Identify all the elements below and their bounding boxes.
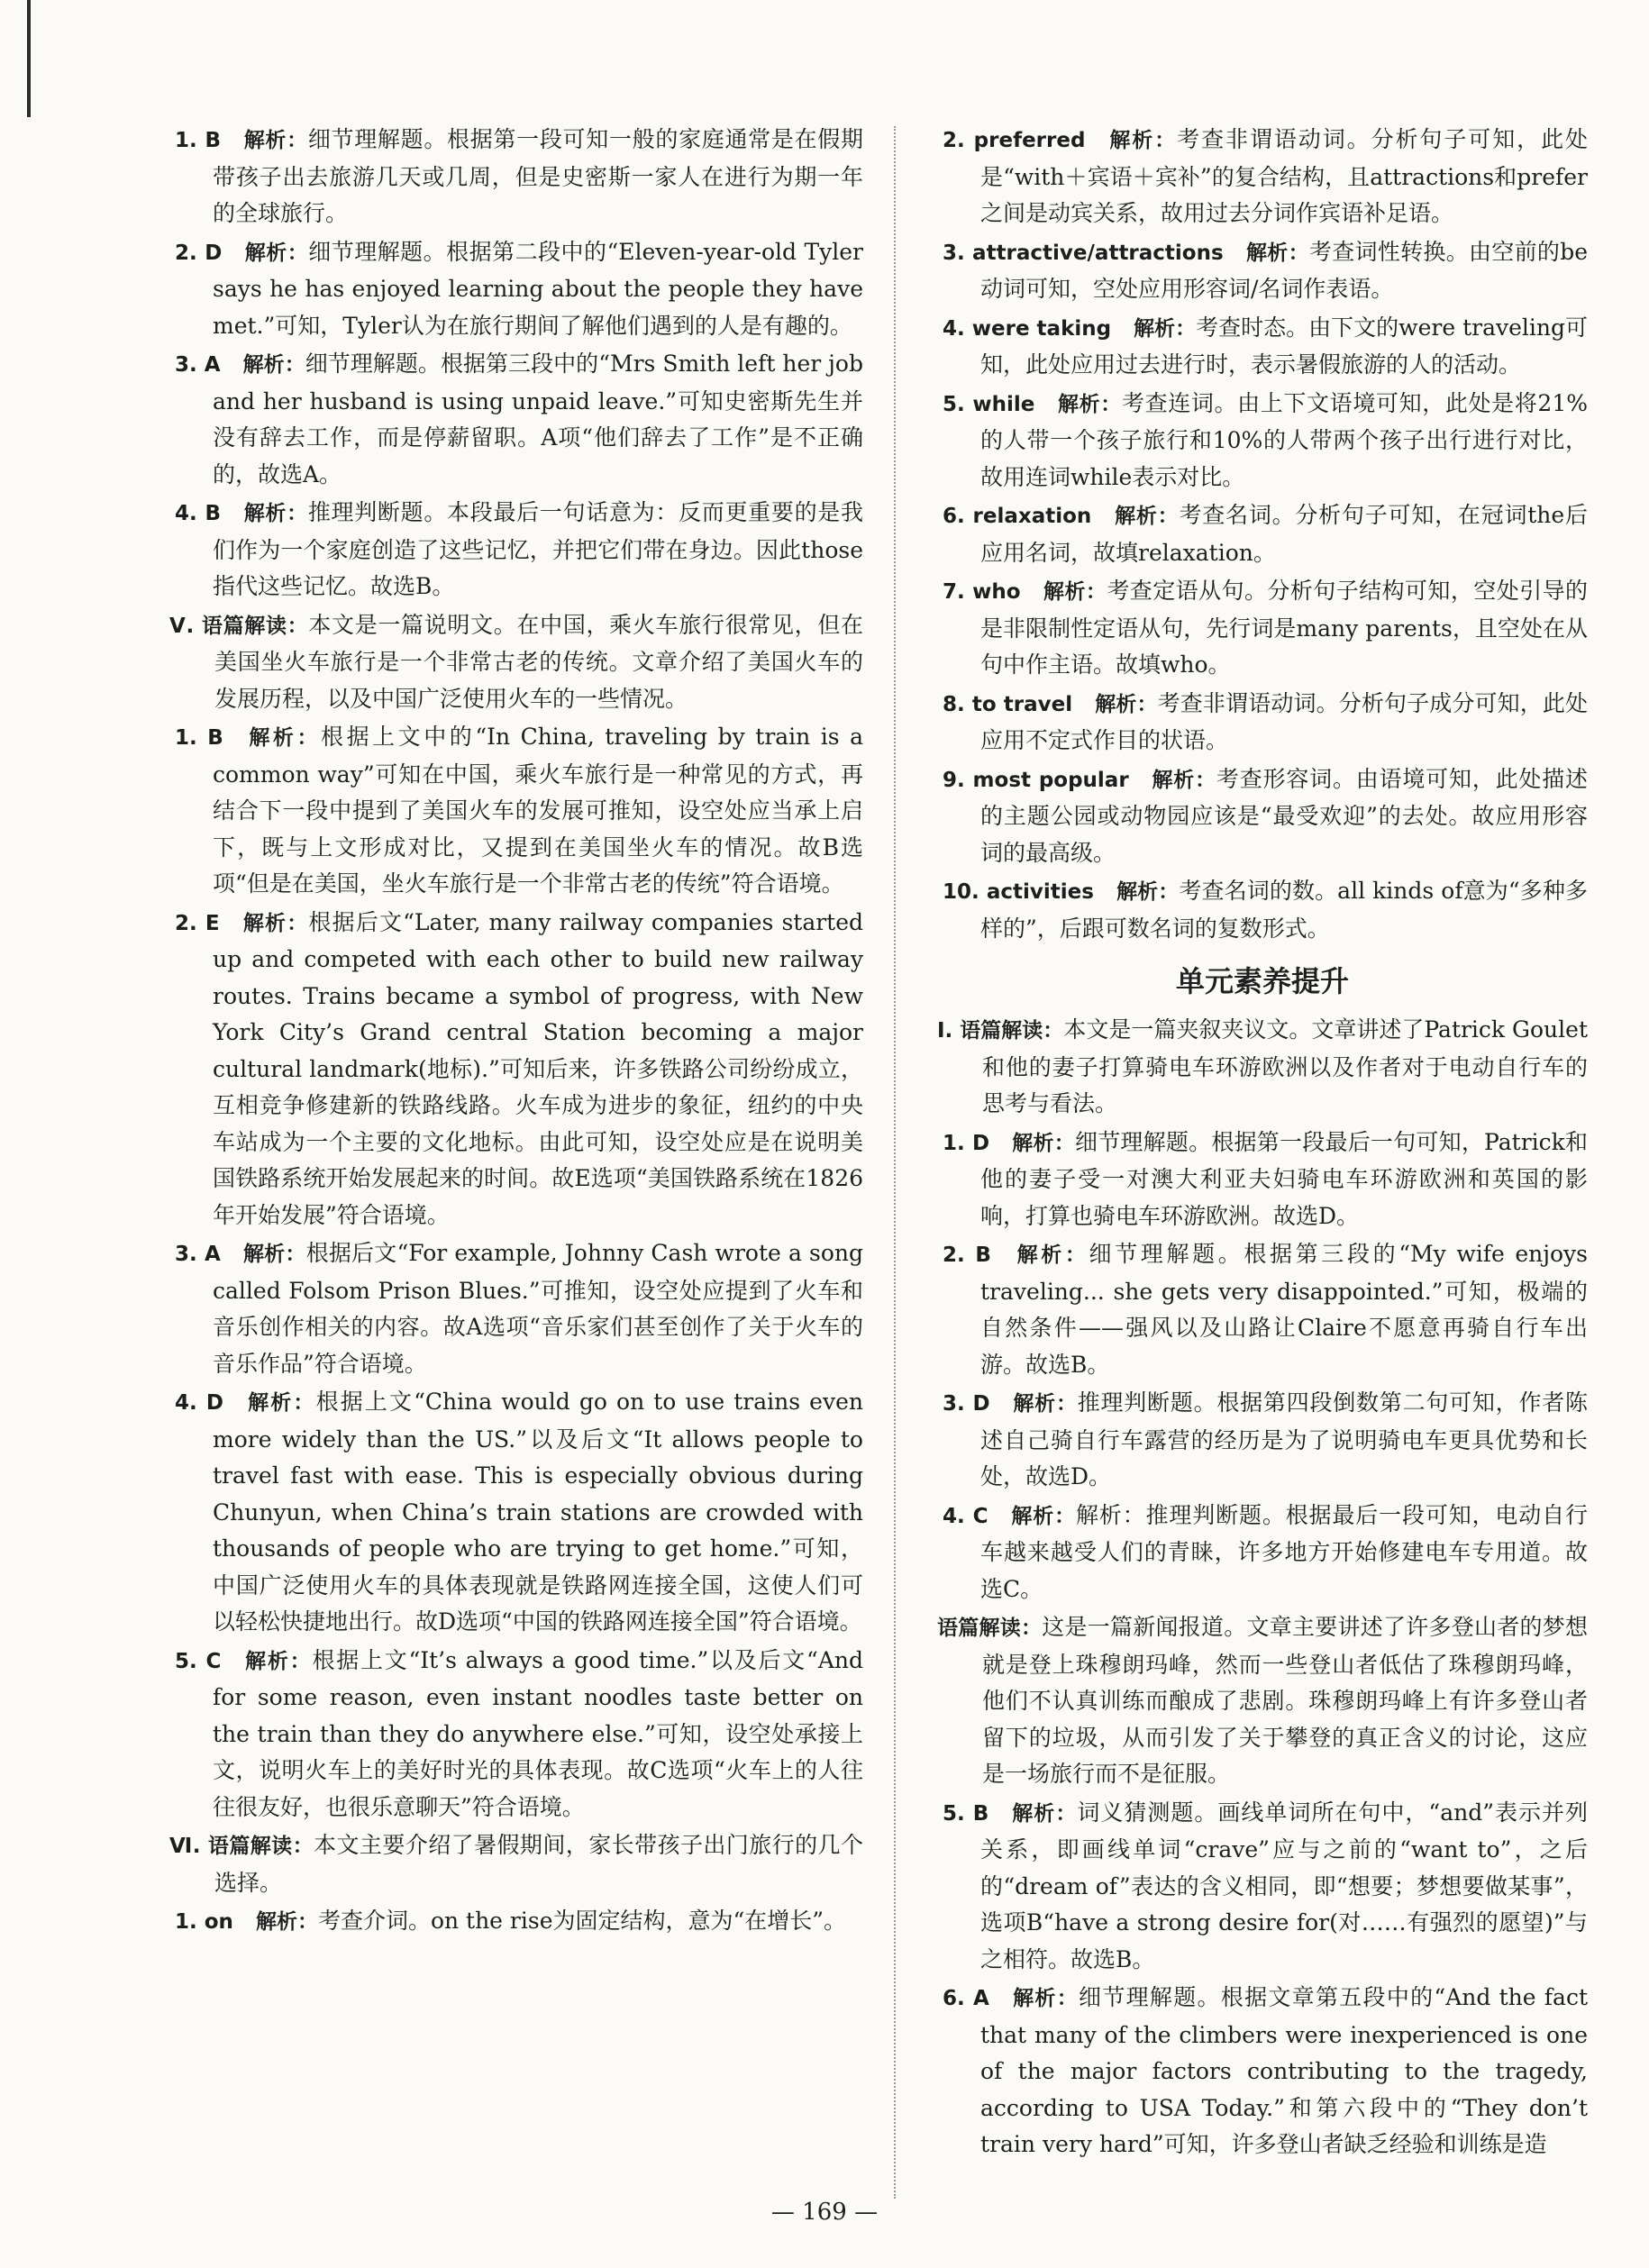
answer-item xyxy=(937,497,1588,571)
answer-item xyxy=(937,1980,1588,2163)
explanation-text: 本文是一篇说明文。在中国，乘火车旅行很常见，但在美国坐火车旅行是一个非常古老的传统。文章介绍了美国火车的发展历程，以及中国广泛使用火车的一些情况。 xyxy=(214,611,863,712)
analysis-label: 解析： xyxy=(1107,129,1178,152)
column-divider xyxy=(894,126,896,2199)
answer-key: 7. who xyxy=(943,580,1021,604)
analysis-label: 解析： xyxy=(242,353,305,377)
analysis-label: 解析： xyxy=(1012,1392,1078,1416)
explanation-text: 根据上文“It’s always a good time.”以及后文“And for some reason, even instant noodles taste better on the train than they do anywhere else.”可知，设空处承接上文，说明火车上的美好时光的具体表现。故C选项“火车上的人往往很友好，也很乐意聊天”符合语境。 xyxy=(213,1646,863,1820)
answer-key: 3. A xyxy=(175,1243,221,1266)
analysis-label: 解析： xyxy=(1011,1987,1080,2010)
passage-summary xyxy=(937,1012,1588,1123)
answer-item xyxy=(937,873,1588,947)
answer-key: 10. activities xyxy=(943,880,1094,904)
answer-item xyxy=(169,1643,863,1826)
explanation-text: 词义猜测题。画线单词所在句中，“and”表示并列关系，即画线单词“crave”应与之前的“want to”，之后的“dream of”表达的含义相同，即“想要；梦想要做某事”，选项B“have a strong desire for(对……有强烈的愿望)”与之相符。故选B。 xyxy=(980,1799,1589,1972)
explanation-text: 细节理解题。根据第三段的“My wife enjoys traveling... she gets very disappointed.”可知，极端的自然条件——强风以及山路让Claire不愿意再骑自行车出游。故选B。 xyxy=(980,1241,1589,1378)
explanation-text: 考查介词。on the rise为固定结构，意为“在增长”。 xyxy=(317,1908,847,1934)
explanation-text: 细节理解题。根据文章第五段中的“And the fact that many of the climbers were inexperienced is one of the major factors contributing to the tragedy, according to USA Today.”和第六段中的“They don’t train very hard”可知，许多登山者缺乏经验和训练是造 xyxy=(980,1984,1589,2157)
answer-item xyxy=(937,310,1588,384)
explanation-text: 考查词性转换。由空前的be动词可知，空处应用形容词/名词作表语。 xyxy=(980,238,1588,302)
answer-item xyxy=(169,1384,863,1641)
answer-key: 4. B xyxy=(175,502,221,525)
analysis-label: 解析： xyxy=(1043,580,1107,604)
answer-item xyxy=(169,1903,863,1941)
analysis-label: 解析： xyxy=(1013,1243,1089,1267)
answer-key: 3. attractive/attractions xyxy=(943,241,1224,265)
answer-key: 5. while xyxy=(943,392,1035,416)
answer-key: 4. C xyxy=(943,1504,988,1528)
explanation-text: 推理判断题。本段最后一句话意为：反而更重要的是我们作为一个家庭创造了这些记忆，并把它们带在身边。因此those指代这些记忆。故选B。 xyxy=(213,499,863,599)
analysis-label: 解析： xyxy=(242,129,308,152)
answer-key: 5. C xyxy=(175,1649,222,1673)
answer-item xyxy=(169,719,863,903)
page-number: — 169 — xyxy=(770,2199,879,2226)
analysis-label: 解析： xyxy=(1114,505,1180,528)
answer-item xyxy=(937,122,1588,232)
answer-key: 4. were taking xyxy=(943,316,1112,341)
answer-key: 2. E xyxy=(175,911,220,935)
answer-key: 1. on xyxy=(175,1910,233,1934)
answer-item xyxy=(169,495,863,606)
answer-item xyxy=(169,122,863,232)
explanation-text: 考查定语从句。分析句子结构可知，空处引导的是非限制性定语从句，先行词是many parents，且空处在从句中作主语。故填who。 xyxy=(980,578,1588,678)
analysis-label: 解析： xyxy=(1095,692,1158,716)
answer-item xyxy=(937,761,1588,872)
margin-bar xyxy=(27,0,31,117)
analysis-label: 解析： xyxy=(241,911,309,935)
answer-key: 2. preferred xyxy=(943,129,1086,152)
answer-key: 1. B xyxy=(175,129,221,152)
analysis-label: 解析： xyxy=(245,1391,316,1415)
answer-key: 2. B xyxy=(943,1243,991,1267)
analysis-label: 解析： xyxy=(1012,1131,1075,1155)
answer-item xyxy=(937,1385,1588,1496)
analysis-label: 解析： xyxy=(1151,768,1216,792)
explanation-text: 细节理解题。根据第二段中的“Eleven-year-old Tyler says he has enjoyed learning about the people they have met.”可知，Tyler认为在旅行期间了解他们遇到的人是有趣的。 xyxy=(213,238,864,339)
explanation-text: 细节理解题。根据第一段可知一般的家庭通常是在假期带孩子出去旅游几天或几周，但是史密斯一家人在进行为期一年的全球旅行。 xyxy=(213,126,863,226)
explanation-text: 推理判断题。根据第四段倒数第二句可知，作者陈述自己骑自行车露营的经历是为了说明骑电车更具优势和长处，故选D。 xyxy=(980,1389,1589,1489)
answer-item xyxy=(937,1795,1588,1979)
answer-item xyxy=(169,1235,863,1382)
answer-item xyxy=(937,686,1588,760)
answer-key: Ⅰ. 语篇解读： xyxy=(937,1019,1064,1043)
explanation-text: 根据后文“For example, Johnny Cash wrote a song called Folsom Prison Blues.”可推知，设空处应提到了火车和音乐创作相关的内容。故A选项“音乐家们甚至创作了关于火车的音乐作品”符合语境。 xyxy=(213,1240,863,1377)
answer-key: 3. A xyxy=(175,353,221,377)
analysis-label: 解析： xyxy=(1245,241,1309,265)
explanation-text: 细节理解题。根据第三段中的“Mrs Smith left her job and her husband is using unpaid leave.”可知史密斯先生并没有辞去工作，而是停薪留职。A项“他们辞去了工作”是不正确的，故选A。 xyxy=(213,351,863,487)
explanation-text: 本文主要介绍了暑假期间，家长带孩子出门旅行的几个选择。 xyxy=(214,1832,863,1896)
explanation-text: 细节理解题。根据第一段最后一句可知，Patrick和他的妻子受一对澳大利亚夫妇骑电车环游欧洲和英国的影响，打算也骑电车环游欧洲。故选D。 xyxy=(980,1128,1589,1229)
explanation-text: 解析：推理判断题。根据最后一段可知，电动自行车越来越受人们的青睐，许多地方开始修建电车专用道。故选C。 xyxy=(980,1501,1588,1602)
analysis-label: 解析： xyxy=(244,241,309,265)
analysis-label: 解析： xyxy=(1134,316,1197,341)
analysis-label: 解析： xyxy=(243,1649,313,1673)
explanation-text: 根据后文“Later, many railway companies started up and competed with each other to build new railway routes. Trains became a symbol of progress, with New York City’s Grand central Station becoming a major cultural landmark(地标).”可知后来，许多铁路公司纷纷成立，互相竞争修建新的铁路线路。火车成为进步的象征，纽约的中央车站成为一个主要的文化地标。由此可知，设空处应是在说明美国铁路系统开始发展起来的时间。故E选项“美国铁路系统在1826年开始发展”符合语境。 xyxy=(213,908,864,1228)
explanation-text: 考查时态。由下文的were traveling可知，此处应用过去进行时，表示暑假旅游的人的活动。 xyxy=(980,314,1588,378)
explanation-text: 考查名词的数。all kinds of意为“多种多样的”，后跟可数名词的复数形式。 xyxy=(980,878,1589,942)
left-column xyxy=(169,122,863,1943)
analysis-label: 解析： xyxy=(1116,880,1180,904)
answer-key: 4. D xyxy=(175,1391,223,1415)
answer-key: Ⅴ. 语篇解读： xyxy=(169,614,309,638)
answer-key: Ⅵ. 语篇解读： xyxy=(169,1835,314,1858)
explanation-text: 考查非谓语动词。分析句子可知，此处是“with＋宾语＋宾补”的复合结构，且attractions和prefer之间是动宾关系，故用过去分词作宾语补足语。 xyxy=(980,126,1588,226)
answer-key: 9. most popular xyxy=(943,768,1129,792)
explanation-text: 考查名词。分析句子可知，在冠词the后应用名词，故填relaxation。 xyxy=(980,502,1588,566)
explanation-text: 考查形容词。由语境可知，此处描述的主题公园或动物园应该是“最受欢迎”的去处。故应用形容词的最高级。 xyxy=(980,765,1588,866)
answer-item xyxy=(937,1125,1588,1235)
section-heading: 单元素养提升 xyxy=(1175,964,1349,998)
answer-key: 8. to travel xyxy=(943,692,1073,716)
analysis-label: 解析： xyxy=(1010,1504,1076,1528)
answer-item xyxy=(937,573,1588,684)
answer-item xyxy=(169,905,863,1234)
analysis-label: 解析： xyxy=(245,726,322,750)
explanation-text: 根据上文中的“In China, traveling by train is a common way”可知在中国，乘火车旅行是一种常见的方式，再结合下一段中提到了美国火车的发展可推知，设空处应当承上启下，既与上文形成对比，又提到在美国坐火车的情况。故B选项“但是在美国，坐火车旅行是一个非常古老的传统”符合语境。 xyxy=(213,724,864,897)
answer-key: 6. A xyxy=(943,1987,989,2010)
answer-item xyxy=(169,234,863,345)
explanation-text: 根据上文“China would go on to use trains even more widely than the US.”以及后文“It allows people to travel fast with ease. This is especially obvious during Chunyun, when China’s train stations are crowded with thousands of people who are trying to get home.”可知，中国广泛使用火车的具体表现就是铁路网连接全国，这使人们可以轻松快捷地出行。故D选项“中国的铁路网连接全国”符合语境。 xyxy=(213,1389,863,1635)
answer-key: 2. D xyxy=(175,241,223,265)
answer-item xyxy=(937,1236,1588,1383)
answer-key: 1. B xyxy=(175,726,223,750)
passage-summary xyxy=(169,607,863,718)
passage-summary xyxy=(937,1609,1588,1793)
answer-item xyxy=(937,1498,1588,1608)
explanation-text: 本文是一篇夹叙夹议文。文章讲述了Patrick Goulet和他的妻子打算骑电车环游欧洲以及作者对于电动自行车的思考与看法。 xyxy=(982,1016,1588,1116)
explanation-text: 考查非谓语动词。分析句子成分可知，此处应用不定式作目的状语。 xyxy=(980,689,1588,753)
explanation-text: 考查连词。由上下文语境可知，此处是将21%的人带一个孩子旅行和10%的人带两个孩子出行进行对比，故用连词while表示对比。 xyxy=(980,389,1588,490)
analysis-label: 解析： xyxy=(1057,392,1122,416)
answer-item xyxy=(169,346,863,493)
answer-key: 6. relaxation xyxy=(943,505,1092,528)
answer-item xyxy=(937,386,1588,496)
answer-key: 语篇解读： xyxy=(937,1617,1043,1640)
answer-item xyxy=(937,234,1588,308)
analysis-label: 解析： xyxy=(242,502,308,525)
answer-key: 1. D xyxy=(943,1131,990,1155)
answer-key: 5. B xyxy=(943,1801,989,1826)
analysis-label: 解析： xyxy=(255,1910,318,1934)
analysis-label: 解析： xyxy=(242,1243,306,1266)
right-column xyxy=(937,122,1588,2165)
analysis-label: 解析： xyxy=(1011,1801,1078,1826)
answer-key: 3. D xyxy=(943,1392,990,1416)
explanation-text: 这是一篇新闻报道。文章主要讲述了许多登山者的梦想就是登上珠穆朗玛峰，然而一些登山者低估了珠穆朗玛峰，他们不认真训练而酿成了悲剧。珠穆朗玛峰上有许多登山者留下的垃圾，从而引发了关于攀登的真正含义的讨论，这应是一场旅行而不是征服。 xyxy=(982,1614,1588,1787)
passage-summary xyxy=(169,1827,863,1901)
